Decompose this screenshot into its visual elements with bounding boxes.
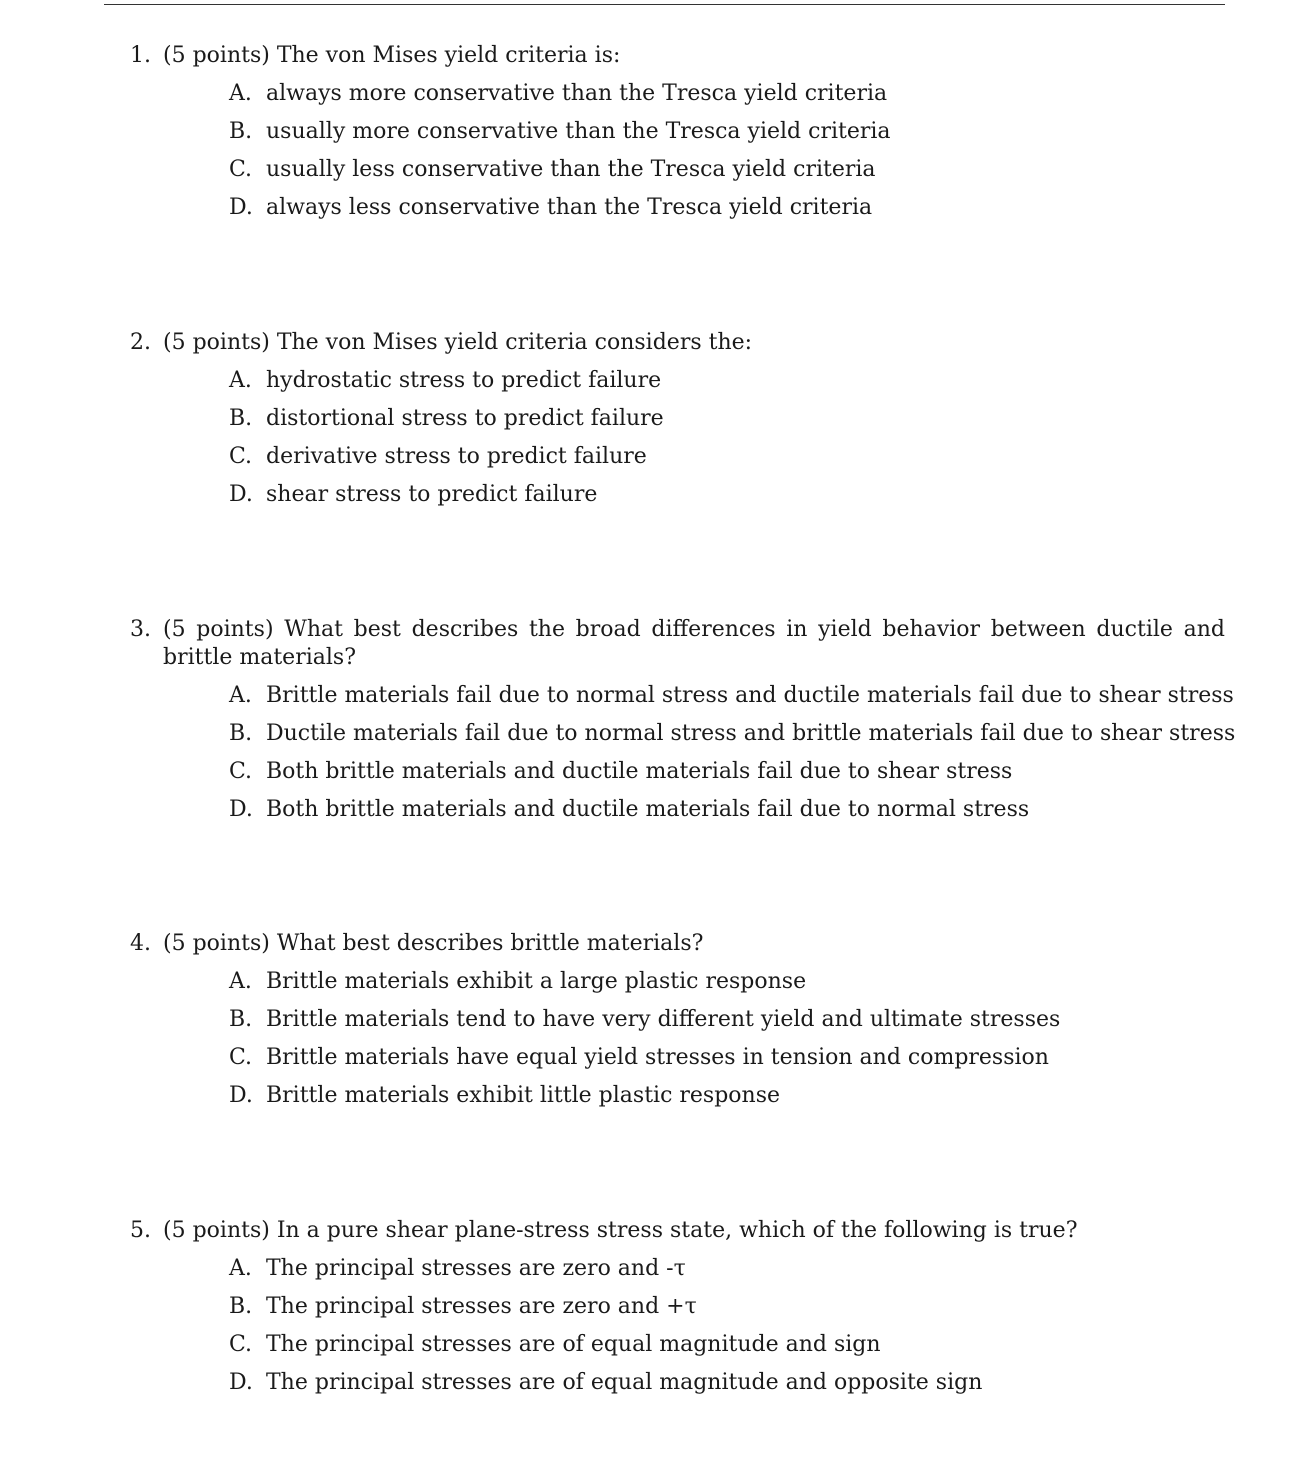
- option-letter: D.: [229, 482, 253, 507]
- option-text: Brittle materials tend to have very different yield and ultimate stresses: [266, 1007, 1061, 1032]
- question-text: (5 points) What best describes the broad differences in yield behavior between ductile and brittle materials?: [163, 617, 1225, 670]
- option-letter: B.: [229, 1007, 253, 1032]
- question-3: [130, 616, 1236, 824]
- option-a: [130, 1255, 1225, 1283]
- option-c: [130, 1044, 1225, 1072]
- question-number: 2.: [130, 330, 151, 355]
- option-letter: A.: [229, 368, 252, 393]
- option-letter: C.: [229, 759, 253, 784]
- option-text: Brittle materials exhibit a large plastic response: [266, 969, 807, 994]
- question-stem: [130, 930, 1225, 958]
- question-stem: [130, 329, 1225, 357]
- option-text: Both brittle materials and ductile materials fail due to shear stress: [266, 759, 1013, 784]
- option-text: The principal stresses are of equal magnitude and sign: [266, 1332, 881, 1357]
- option-letter: B.: [229, 406, 253, 431]
- question-text: (5 points) In a pure shear plane-stress stress state, which of the following is true?: [163, 1218, 1078, 1243]
- option-letter: C.: [229, 1045, 253, 1070]
- question-number: 1.: [130, 43, 151, 68]
- option-text: hydrostatic stress to predict failure: [266, 368, 662, 393]
- option-c: [130, 443, 1225, 471]
- question-1: [130, 42, 1225, 222]
- option-text: Brittle materials have equal yield stresses in tension and compression: [266, 1045, 1049, 1070]
- option-d: [130, 1082, 1225, 1110]
- option-a: [130, 80, 1225, 108]
- question-text: (5 points) What best describes brittle materials?: [163, 931, 704, 956]
- option-text: The principal stresses are zero and +τ: [266, 1294, 697, 1319]
- option-text: Both brittle materials and ductile materials fail due to normal stress: [266, 797, 1030, 822]
- question-stem: [130, 616, 1225, 672]
- option-c: [130, 758, 1225, 786]
- option-text: derivative stress to predict failure: [266, 444, 647, 469]
- option-text: Brittle materials fail due to normal stress and ductile materials fail due to shear stress: [266, 683, 1234, 708]
- option-text: The principal stresses are zero and -τ: [266, 1256, 686, 1281]
- option-b: [130, 118, 1225, 146]
- option-text: Ductile materials fail due to normal stress and brittle materials fail due to shear stress: [266, 721, 1236, 746]
- question-number: 5.: [130, 1218, 151, 1243]
- answer-options: [130, 1255, 1225, 1397]
- option-letter: A.: [229, 683, 252, 708]
- question-text: (5 points) The von Mises yield criteria considers the:: [163, 330, 753, 355]
- answer-options: [130, 367, 1225, 509]
- option-text: always less conservative than the Tresca yield criteria: [266, 195, 873, 220]
- option-letter: B.: [229, 1294, 253, 1319]
- option-text: distortional stress to predict failure: [266, 406, 664, 431]
- option-letter: C.: [229, 444, 253, 469]
- question-4: [130, 930, 1225, 1110]
- option-letter: D.: [229, 1370, 253, 1395]
- option-text: usually less conservative than the Tresca yield criteria: [266, 157, 876, 182]
- option-letter: A.: [229, 81, 252, 106]
- question-2: [130, 329, 1225, 509]
- option-b: [130, 405, 1225, 433]
- question-stem: [130, 1217, 1225, 1245]
- option-d: [130, 481, 1225, 509]
- option-d: [130, 796, 1225, 824]
- option-letter: C.: [229, 157, 253, 182]
- option-letter: B.: [229, 119, 253, 144]
- answer-options: [130, 682, 1236, 824]
- option-a: [130, 367, 1225, 395]
- option-a: [130, 968, 1225, 996]
- question-text: (5 points) The von Mises yield criteria is:: [163, 43, 621, 68]
- answer-options: [130, 968, 1225, 1110]
- option-text: usually more conservative than the Tresca yield criteria: [266, 119, 891, 144]
- option-letter: D.: [229, 797, 253, 822]
- option-b: [130, 720, 1236, 748]
- question-stem: [130, 42, 1225, 70]
- option-b: [130, 1293, 1225, 1321]
- option-c: [130, 156, 1225, 184]
- option-d: [130, 1369, 1225, 1397]
- option-d: [130, 194, 1225, 222]
- option-text: shear stress to predict failure: [266, 482, 598, 507]
- option-letter: D.: [229, 1083, 253, 1108]
- question-5: [130, 1217, 1225, 1397]
- option-letter: C.: [229, 1332, 253, 1357]
- option-letter: D.: [229, 195, 253, 220]
- option-text: always more conservative than the Tresca yield criteria: [266, 81, 888, 106]
- option-text: Brittle materials exhibit little plastic response: [266, 1083, 781, 1108]
- option-letter: B.: [229, 721, 253, 746]
- option-c: [130, 1331, 1225, 1359]
- option-text: The principal stresses are of equal magnitude and opposite sign: [266, 1370, 983, 1395]
- option-b: [130, 1006, 1225, 1034]
- question-number: 4.: [130, 931, 151, 956]
- option-a: [130, 682, 1234, 710]
- answer-options: [130, 80, 1225, 222]
- option-letter: A.: [229, 1256, 252, 1281]
- option-letter: A.: [229, 969, 252, 994]
- question-number: 3.: [130, 617, 151, 642]
- top-rule: [104, 4, 1225, 5]
